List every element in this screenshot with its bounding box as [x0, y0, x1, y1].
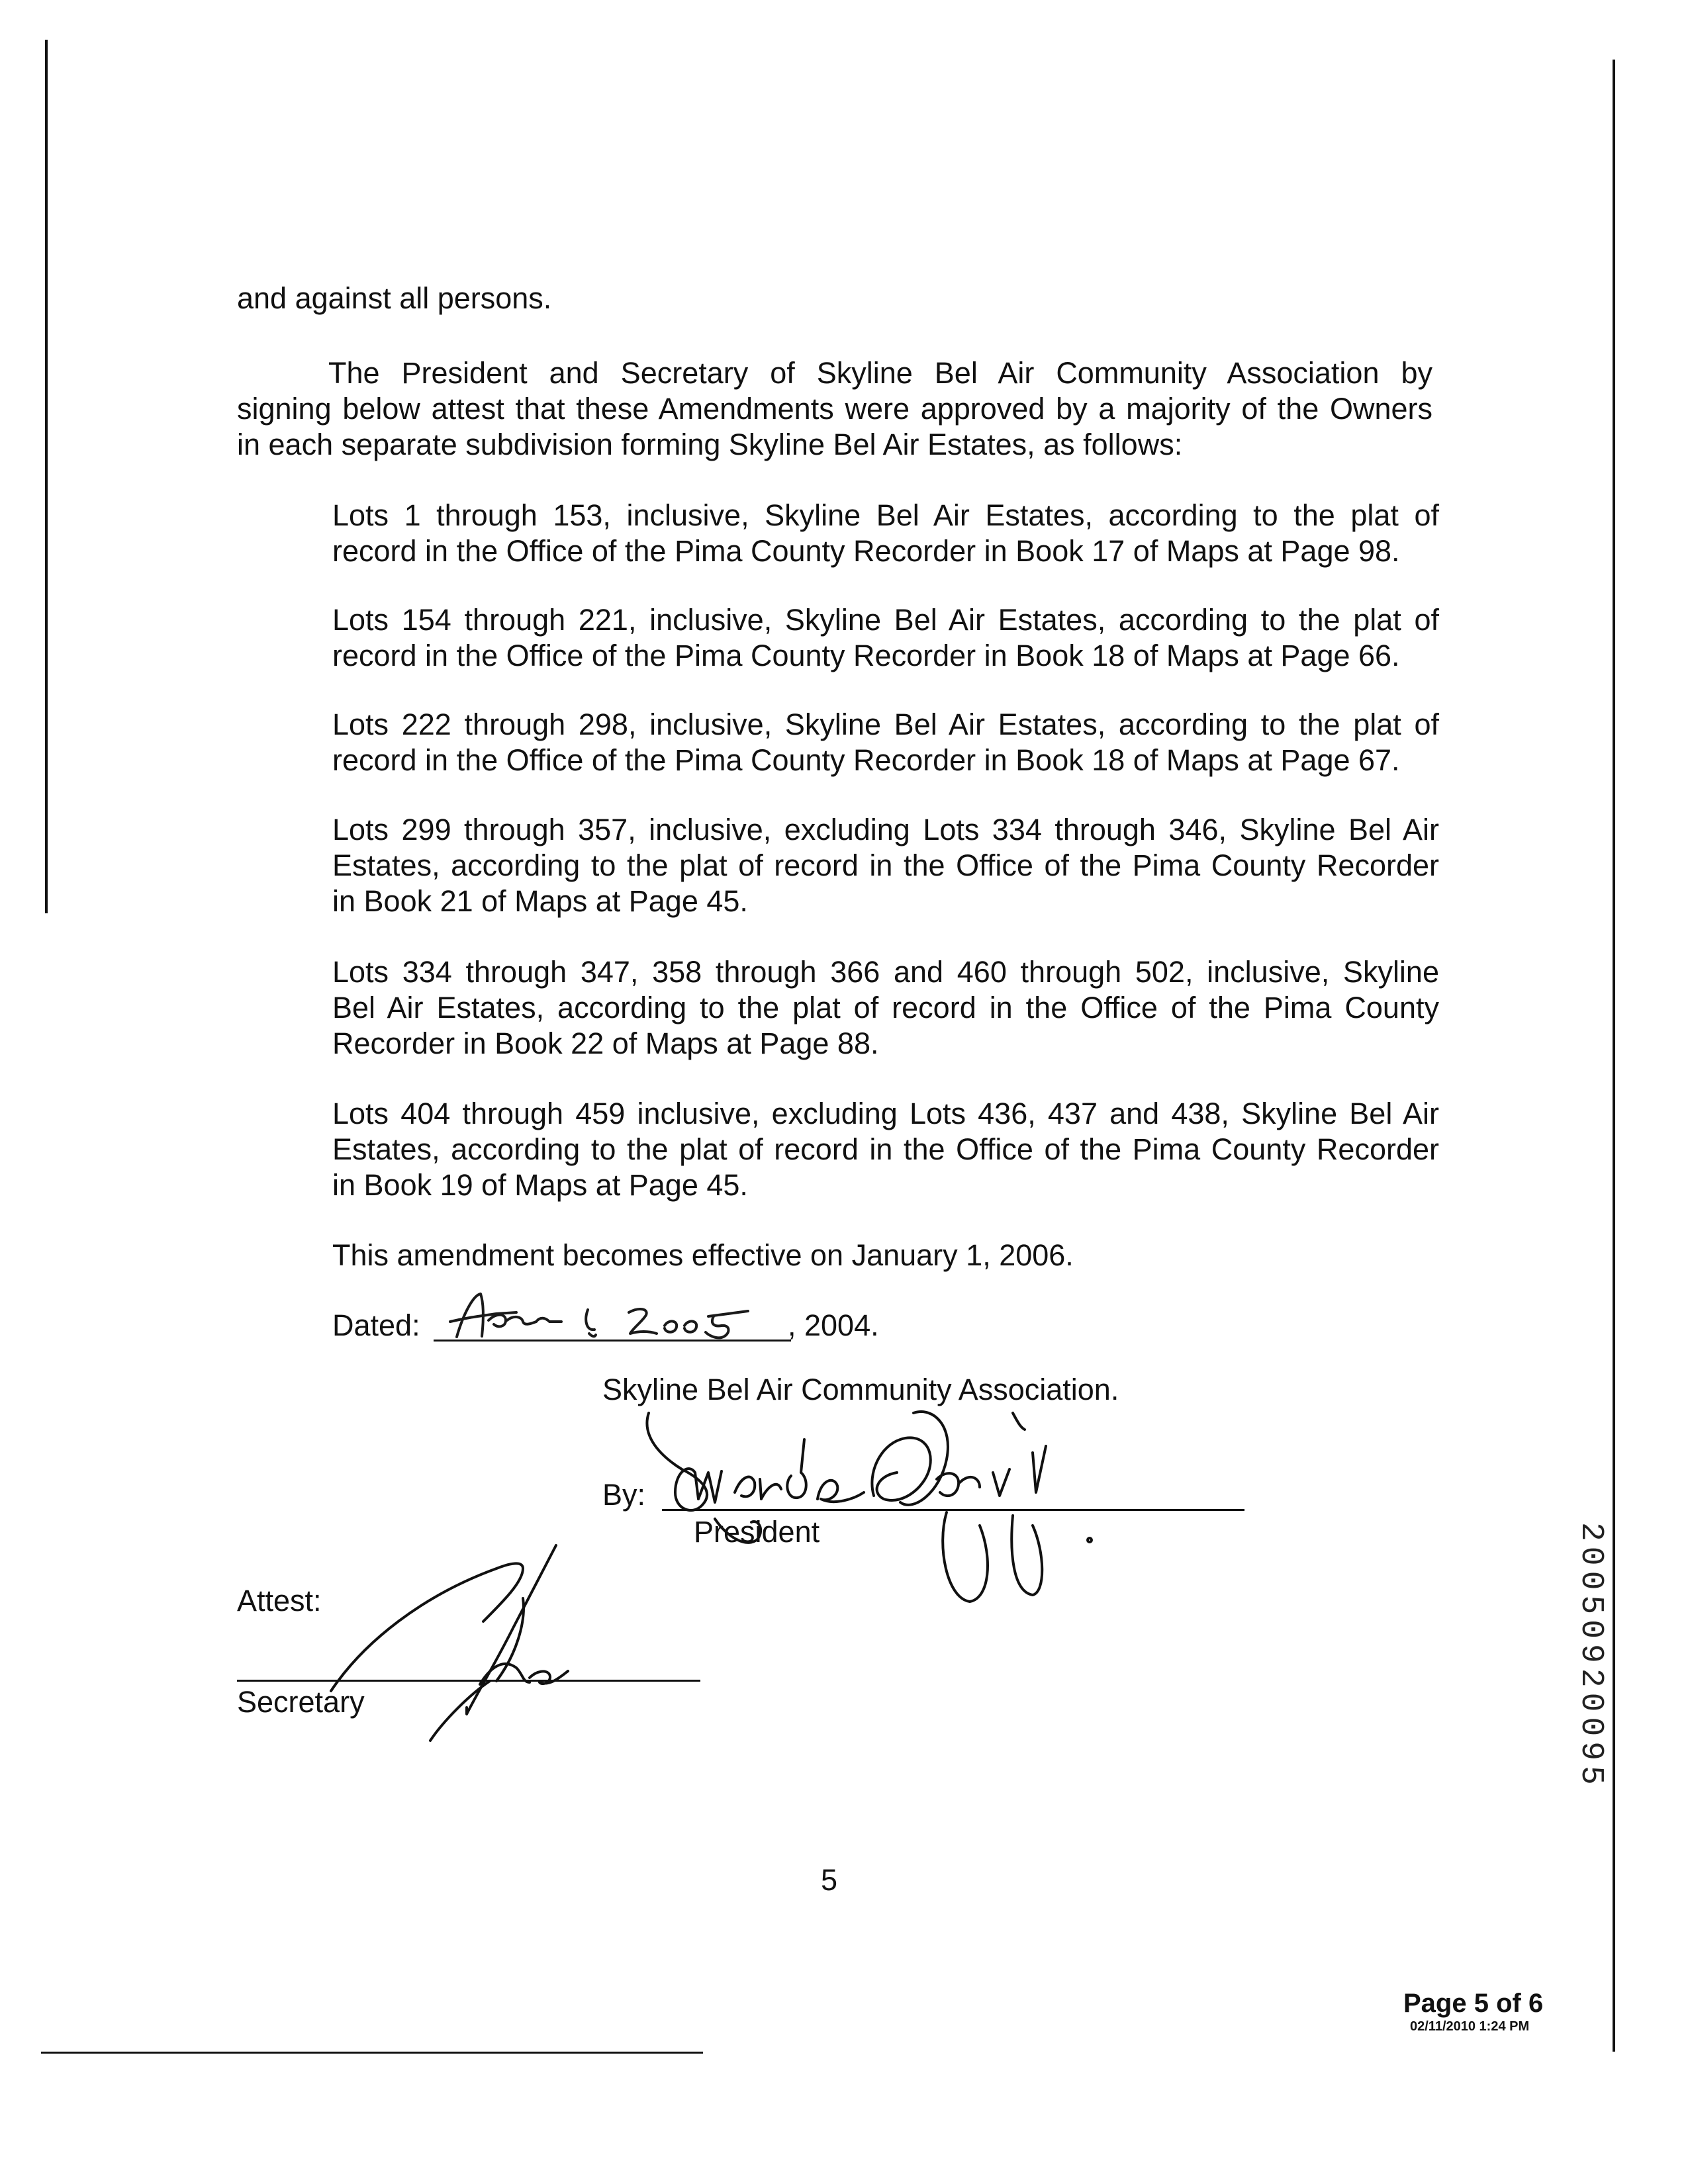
- lot-line: Bel Air Estates, according to the plat of record in the Office of the Pima County: [332, 991, 1439, 1024]
- recorder-stamp-text: 20050920095: [1573, 1522, 1609, 1790]
- lot-line: Lots 154 through 221, inclusive, Skyline Bel Air Estates, according to the plat of: [332, 603, 1439, 637]
- lot-line: Lots 1 through 153, inclusive, Skyline Bel Air Estates, according to the plat of: [332, 498, 1439, 532]
- lot-line: in Book 19 of Maps at Page 45.: [332, 1168, 748, 1202]
- dated-label: Dated:: [332, 1308, 420, 1342]
- footer-timestamp: 02/11/2010 1:24 PM: [1410, 2019, 1530, 2034]
- footer-page-of: Page 5 of 6: [1403, 1989, 1544, 2018]
- lot-line: record in the Office of the Pima County Recorder in Book 18 of Maps at Page 67.: [332, 743, 1400, 777]
- lot-line: Lots 222 through 298, inclusive, Skyline Bel Air Estates, according to the plat of: [332, 707, 1439, 741]
- left-scan-border: [45, 40, 48, 913]
- attest-label: Attest:: [237, 1584, 322, 1617]
- president-signature: [635, 1400, 1139, 1612]
- effective-statement: This amendment becomes effective on January 1, 2006.: [332, 1238, 1074, 1272]
- page-number: 5: [821, 1863, 838, 1897]
- bottom-scan-line: [41, 2052, 703, 2054]
- lot-line: Lots 299 through 357, inclusive, excluding Lots 334 through 346, Skyline Bel Air: [332, 813, 1439, 846]
- attestation-line-2: signing below attest that these Amendments were approved by a majority of the Owners: [237, 392, 1432, 426]
- association-name: Skyline Bel Air Community Association.: [602, 1373, 1119, 1406]
- lot-line: record in the Office of the Pima County Recorder in Book 17 of Maps at Page 98.: [332, 534, 1400, 568]
- handwritten-date-script: [437, 1287, 781, 1347]
- recorder-stamp-number: [1568, 1522, 1614, 1790]
- lot-line: Lots 334 through 347, 358 through 366 and 460 through 502, inclusive, Skyline: [332, 955, 1439, 989]
- secretary-label: Secretary: [237, 1685, 365, 1719]
- lot-line: Estates, according to the plat of record in the Office of the Pima County Recorder: [332, 1132, 1439, 1166]
- president-label: President: [694, 1515, 820, 1549]
- lot-line: Estates, according to the plat of record in the Office of the Pima County Recorder: [332, 848, 1439, 882]
- lot-line: record in the Office of the Pima County Recorder in Book 18 of Maps at Page 66.: [332, 639, 1400, 672]
- lot-line: in Book 21 of Maps at Page 45.: [332, 884, 748, 918]
- dated-suffix: , 2004.: [788, 1308, 879, 1342]
- secretary-signature: [324, 1542, 602, 1747]
- attestation-line-3: in each separate subdivision forming Skyline Bel Air Estates, as follows:: [237, 428, 1183, 461]
- lot-line: Lots 404 through 459 inclusive, excluding Lots 436, 437 and 438, Skyline Bel Air: [332, 1097, 1439, 1130]
- opening-fragment: and against all persons.: [237, 281, 552, 315]
- by-label: By:: [602, 1478, 646, 1512]
- attestation-line-1: The President and Secretary of Skyline Bel Air Community Association by: [328, 356, 1432, 390]
- lot-line: Recorder in Book 22 of Maps at Page 88.: [332, 1026, 879, 1060]
